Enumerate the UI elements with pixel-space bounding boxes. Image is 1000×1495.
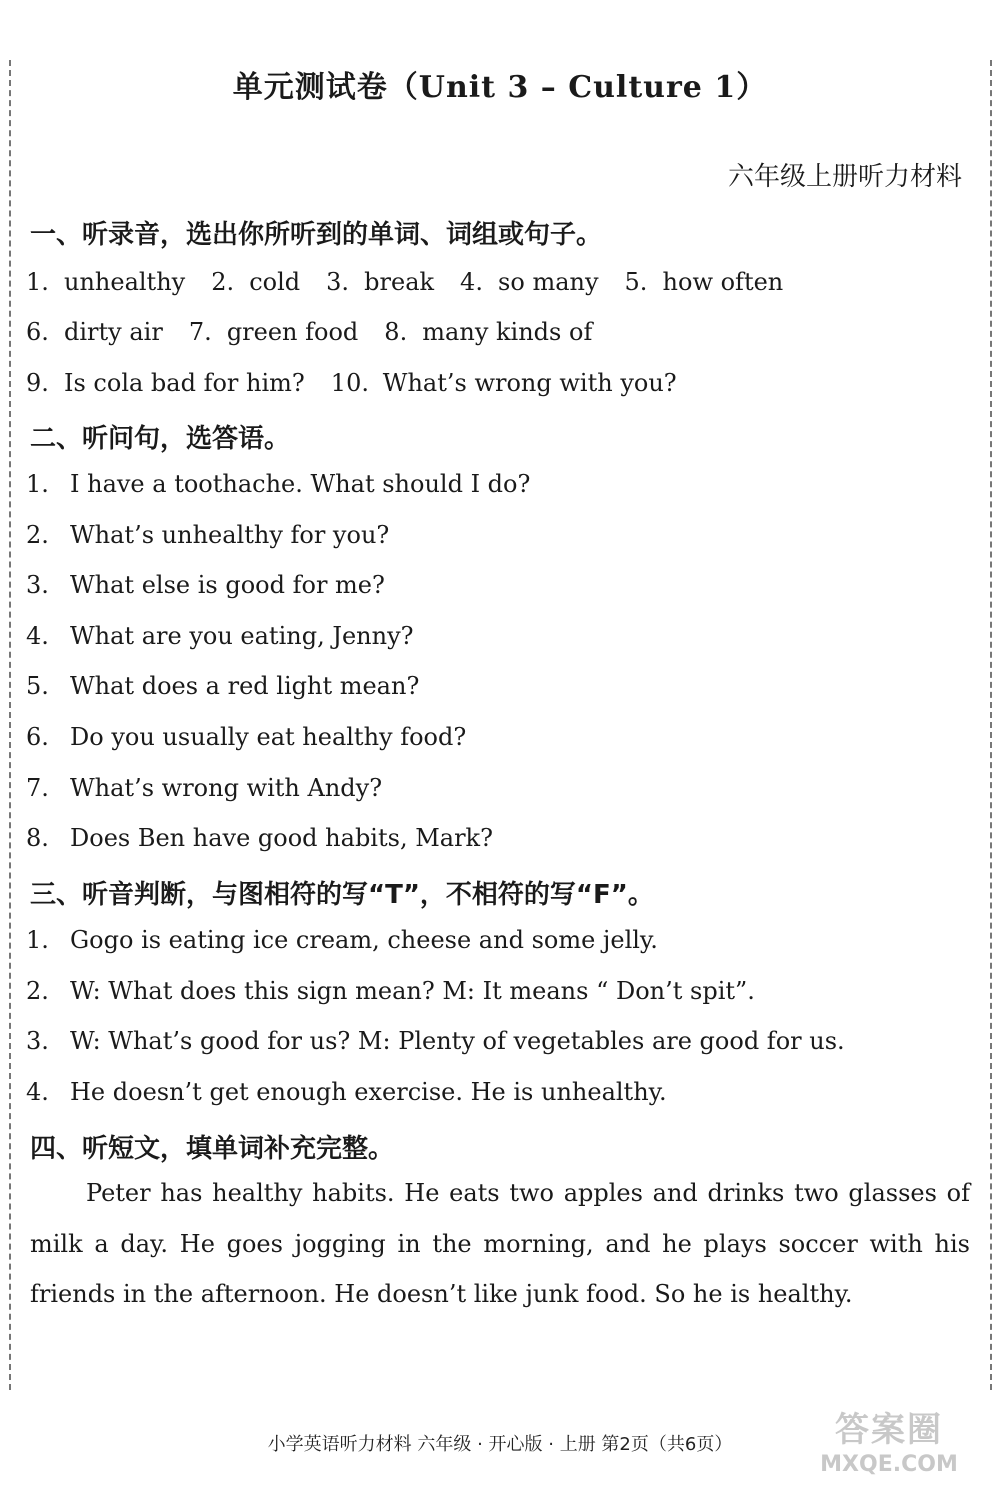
section1-row3 [26,369,703,397]
page-footer: 小学英语听力材料 六年级 · 开心版 · 上册 第2页（共6页） [267,1434,733,1455]
page-subtitle: 六年级上册听力材料 [727,162,962,192]
list-item: 10. What’s wrong with you? [330,369,677,397]
list-item: 7. green food [188,318,359,346]
section1-row2 [26,318,618,346]
list-item: 3. What else is good for me? [26,571,385,599]
list-item: 3. W: What’s good for us? M: Plenty of vegetables are good for us. [26,1027,845,1055]
left-dashed-margin [9,60,11,1390]
list-item: 1. I have a toothache. What should I do? [26,470,531,498]
list-item: 6. dirty air [26,318,163,346]
watermark [794,1410,984,1490]
list-item: 5. What does a red light mean? [26,672,420,700]
page-title: 单元测试卷（Unit 3 – Culture 1） [232,70,768,105]
list-item: 5. how often [624,268,784,296]
list-item: 4. What are you eating, Jenny? [26,622,414,650]
list-item: 6. Do you usually eat healthy food? [26,723,467,751]
list-item: 2. cold [211,268,301,296]
watermark-url: MXQE.COM [820,1452,958,1477]
section4-heading: 四、听短文，填单词补充完整。 [30,1134,395,1164]
list-item: 7. What’s wrong with Andy? [26,774,383,802]
right-dashed-margin [990,60,992,1390]
watermark-logo: 答案圈 [835,1410,943,1450]
section3-heading: 三、听音判断，与图相符的写“T”，不相符的写“F”。 [30,880,654,910]
passage-paragraph: Peter has healthy habits. He eats two apples and drinks two glasses of milk a day. He goes jogging in the morning, and he plays soccer with his friends in the afternoon. He doesn’t like junk food. So he is healthy. [30,1179,970,1308]
list-item: 4. so many [460,268,599,296]
list-item: 4. He doesn’t get enough exercise. He is unhealthy. [26,1078,667,1106]
list-item: 9. Is cola bad for him? [26,369,305,397]
list-item: 1. unhealthy [26,268,186,296]
section1-row1 [26,268,809,296]
section2-heading: 二、听问句，选答语。 [30,424,291,454]
list-item: 8. Does Ben have good habits, Mark? [26,824,493,852]
list-item: 1. Gogo is eating ice cream, cheese and some jelly. [26,926,658,954]
list-item: 2. W: What does this sign mean? M: It means “ Don’t spit”. [26,977,755,1005]
section1-heading: 一、听录音，选出你所听到的单词、词组或句子。 [30,220,603,250]
list-item: 8. many kinds of [384,318,593,346]
list-item: 3. break [326,268,435,296]
list-item: 2. What’s unhealthy for you? [26,521,390,549]
